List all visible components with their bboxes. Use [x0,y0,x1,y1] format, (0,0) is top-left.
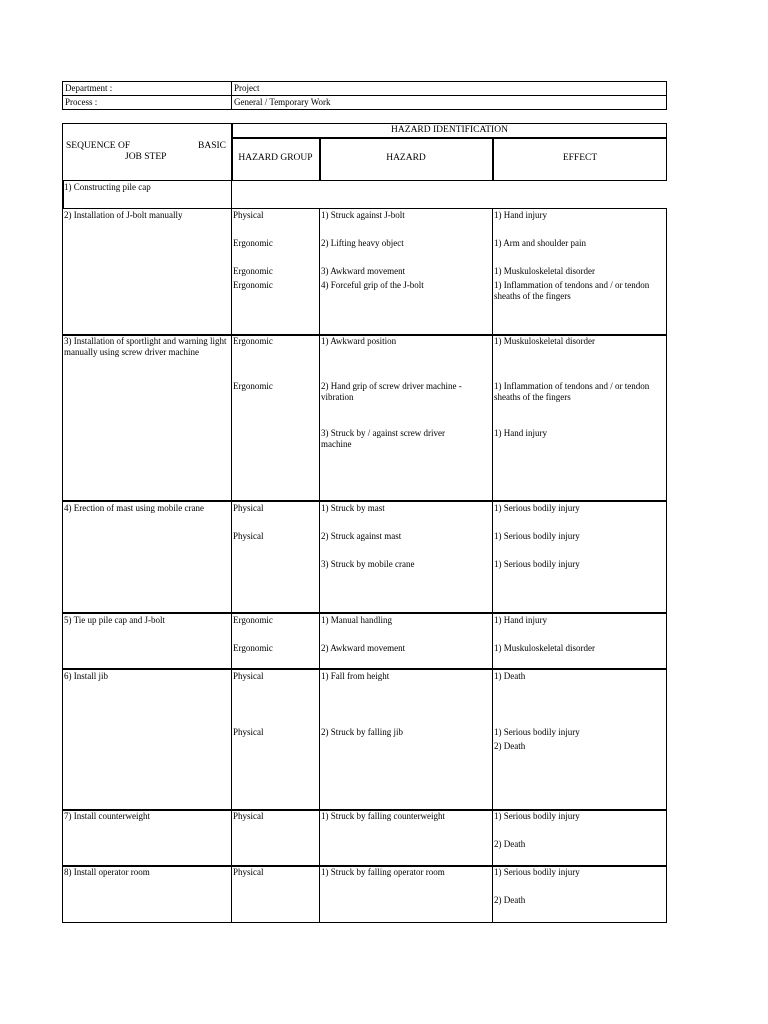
effect-cell: 2) Death [494,839,526,849]
sequence-header: SEQUENCE OF [66,141,131,151]
effect-header: EFFECT [562,153,598,163]
hazard-group-cell: Physical [233,811,264,821]
step-1-label: 1) Constructing pile cap [64,182,151,192]
step1-divider [231,181,232,209]
step-8-label: 8) Install operator room [64,867,150,877]
hazard-cell: 1) Struck by mast [321,503,385,513]
effect-cell: 1) Muskuloskeletal disorder [494,643,595,653]
basic-header: BASIC [198,141,226,151]
hazard-cell: 2) Struck by falling jib [321,727,403,737]
hazard-group-cell: Physical [233,727,264,737]
header-subrow-divider [231,137,667,139]
hazard-cell: 2) Lifting heavy object [321,238,404,248]
hazard-cell: 2) Hand grip of screw driver machine - vibration [321,381,462,402]
hazard-cell: 3) Struck by / against screw driver machine [321,428,445,449]
step-7-label: 7) Install counterweight [64,811,150,821]
hazard-group-cell: Physical [233,503,264,513]
hazard-cell: 1) Struck against J-bolt [321,210,405,220]
effect-column-divider [492,208,493,923]
step-3-block [62,334,667,502]
hazard-cell: 3) Awkward movement [321,266,406,276]
effect-cell: 1) Serious bodily injury [494,727,580,737]
effect-cell: 1) Hand injury [494,428,547,438]
info-divider-h [62,95,667,96]
hazard-group-cell: Physical [233,671,264,681]
step-4-block [62,500,667,614]
hazard-cell: 1) Awkward position [321,336,397,346]
hazard-cell: 4) Forceful grip of the J-bolt [321,280,424,290]
hazard-identification-header: HAZARD IDENTIFICATION [391,125,508,135]
step-2-label: 2) Installation of J-bolt manually [64,210,183,220]
hazard-cell: 1) Struck by falling counterweight [321,811,445,821]
hazard-column-divider [319,208,320,923]
hazard-group-cell: Physical [233,531,264,541]
effect-cell: 1) Arm and shoulder pain [494,238,586,248]
hazard-header: HAZARD [386,153,426,163]
effect-cell: 1) Serious bodily injury [494,531,580,541]
effect-cell: 1) Inflammation of tendons and / or tendon sheaths of the fingers [494,280,650,301]
hazard-cell: 1) Manual handling [321,615,392,625]
process-value: General / Temporary Work [234,97,331,107]
hazard-group-header: HAZARD GROUP [238,153,313,163]
hazard-cell: 1) Struck by falling operator room [321,867,445,877]
job-step-header: JOB STEP [125,152,167,162]
hazard-group-cell: Ergonomic [233,615,273,625]
hazard-cell: 1) Fall from height [321,671,390,681]
department-label: Department : [65,83,113,93]
info-divider-v [231,81,232,110]
group-column-divider [231,208,232,923]
effect-cell: 1) Serious bodily injury [494,559,580,569]
hazard-cell: 2) Struck against mast [321,531,402,541]
effect-cell: 2) Death [494,895,526,905]
step-6-label: 6) Install jib [64,671,108,681]
effect-cell: 1) Hand injury [494,210,547,220]
hazard-group-cell: Ergonomic [233,643,273,653]
hazard-group-cell: Ergonomic [233,238,273,248]
hazard-group-cell: Physical [233,867,264,877]
effect-cell: 1) Serious bodily injury [494,867,580,877]
step-5-label: 5) Tie up pile cap and J-bolt [64,615,165,625]
department-value: Project [234,83,260,93]
hazard-group-cell: Ergonomic [233,280,273,290]
effect-cell: 2) Death [494,741,526,751]
hazard-group-cell: Ergonomic [233,336,273,346]
effect-cell: 1) Hand injury [494,615,547,625]
step-6-block [62,668,667,811]
effect-cell: 1) Muskuloskeletal disorder [494,336,595,346]
hazard-cell: 3) Struck by mobile crane [321,559,415,569]
effect-cell: 1) Serious bodily injury [494,503,580,513]
step-3-label: 3) Installation of sportlight and warning light manually using screw driver machine [64,336,227,357]
hazard-group-cell: Ergonomic [233,266,273,276]
hazard-group-cell: Physical [233,210,264,220]
effect-cell: 1) Serious bodily injury [494,811,580,821]
effect-cell: 1) Death [494,671,526,681]
effect-cell: 1) Muskuloskeletal disorder [494,266,595,276]
hazard-cell: 2) Awkward movement [321,643,406,653]
hazard-group-cell: Ergonomic [233,381,273,391]
step-4-label: 4) Erection of mast using mobile crane [64,503,204,513]
process-label: Process : [65,97,98,107]
effect-cell: 1) Inflammation of tendons and / or tendon sheaths of the fingers [494,381,650,402]
